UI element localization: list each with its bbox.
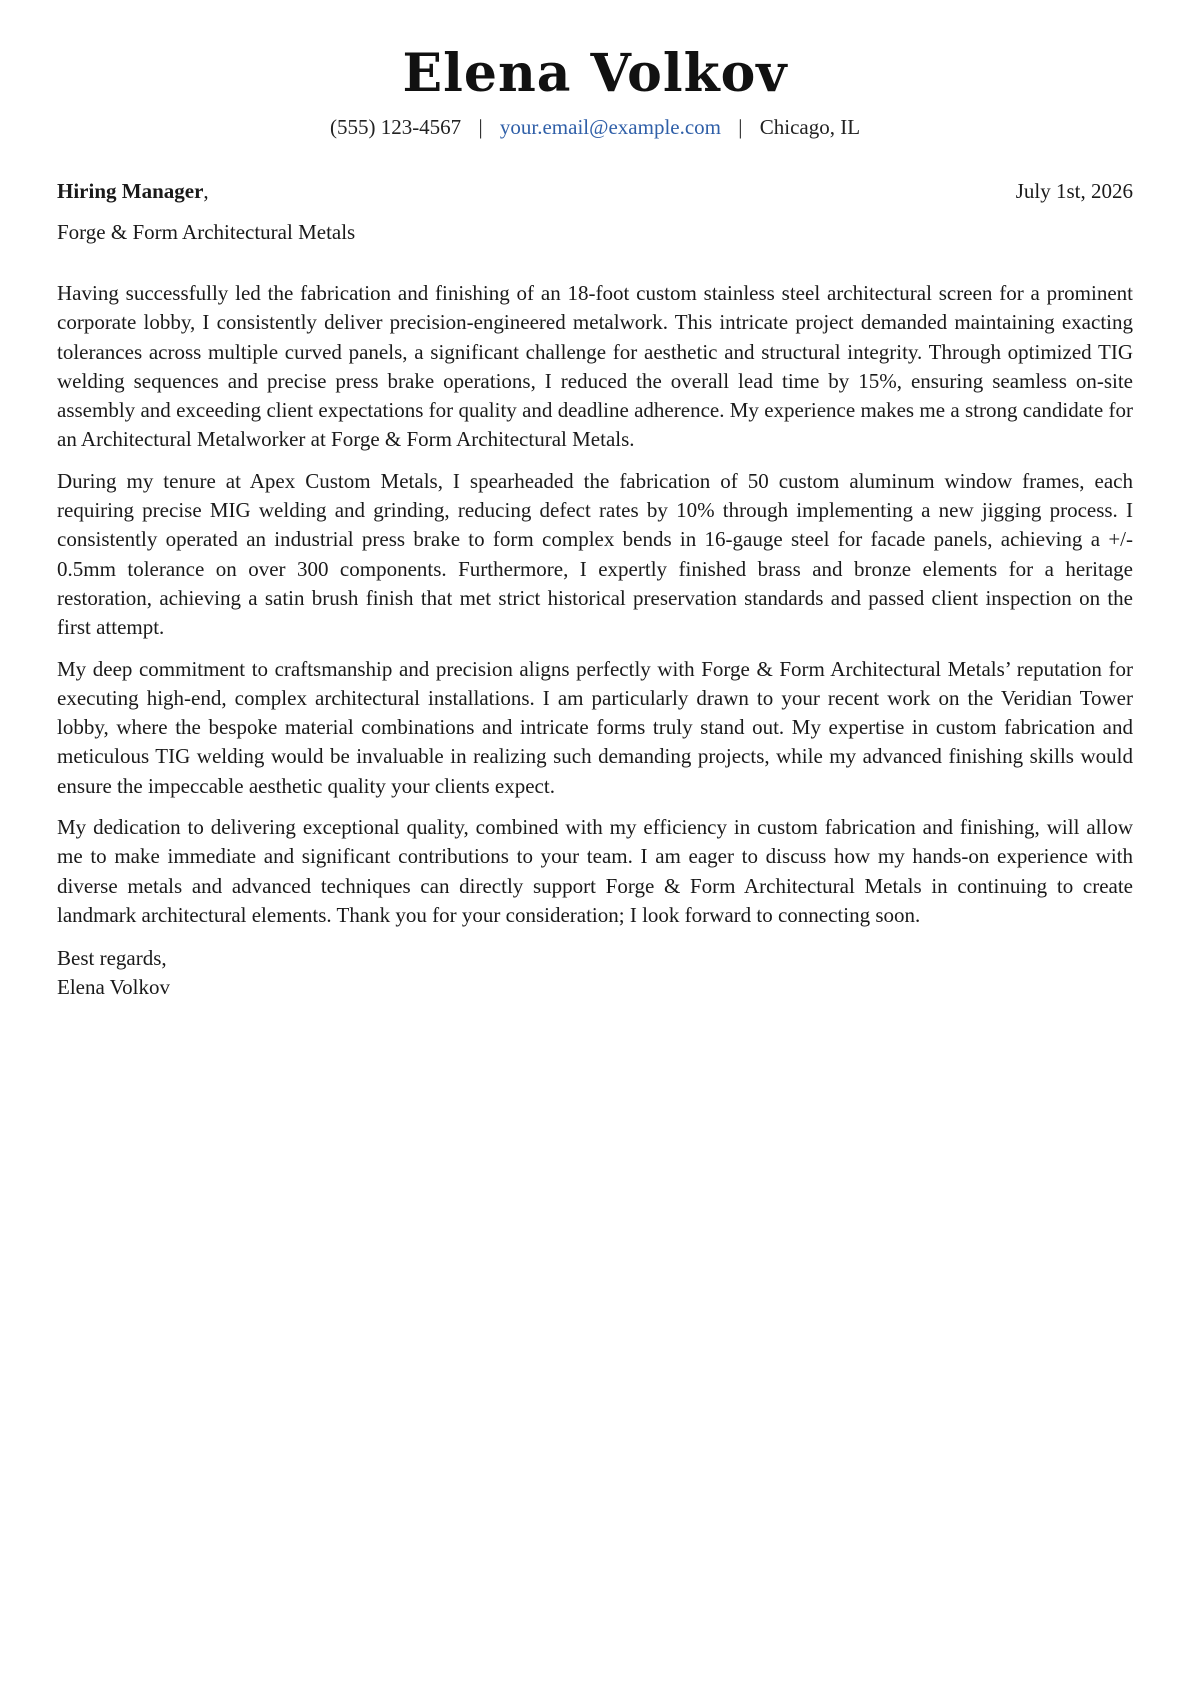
recipient-row bbox=[57, 178, 1133, 204]
body-paragraph: My dedication to delivering exceptional quality, combined with my efficiency in custom fabrication and finishing, will allow me to make immediate and significant contributions to your team. I am eager to discuss how my hands-on experience with diverse metals and advanced techniques can directly support Forge & Form Architectural Metals in continuing to create landmark architectural elements. Thank you for your consideration; I look forward to connecting soon. bbox=[57, 815, 1133, 927]
salutation-comma: , bbox=[203, 179, 209, 203]
recipient-title: Hiring Manager bbox=[57, 179, 204, 203]
letter-body bbox=[57, 279, 1133, 930]
signature-name: Elena Volkov bbox=[57, 975, 170, 1000]
applicant-name: Elena Volkov bbox=[402, 43, 788, 104]
closing bbox=[57, 944, 1133, 1002]
body-paragraph: Having successfully led the fabrication and finishing of an 18-foot custom stainless steel architectural screen for a prominent corporate lobby, I consistently deliver precision-engineered metalwork. This intricate project demanded maintaining exacting tolerances across multiple curved panels, a significant challenge for aesthetic and structural integrity. Through optimized TIG welding sequences and precise press brake operations, I reduced the overall lead time by 15%, ensuring seamless on-site assembly and exceeding client expectations for quality and deadline adherence. My experience makes me a strong candidate for an Architectural Metalworker at Forge & Form Architectural Metals. bbox=[57, 281, 1133, 452]
email-link[interactable]: your.email@example.com bbox=[499, 115, 722, 139]
salutation bbox=[57, 178, 209, 204]
contact-separator: | bbox=[738, 115, 743, 139]
body-paragraph: My deep commitment to craftsmanship and precision aligns perfectly with Forge & Form Architectural Metals’ reputation for executing high-end, complex architectural installations. I am particularly drawn to your recent work on the Veridian Tower lobby, where the bespoke material combinations and intricate forms truly stand out. My expertise in custom fabrication and meticulous TIG welding would be invaluable in realizing such demanding projects, while my advanced finishing skills would ensure the impeccable aesthetic quality your clients expect. bbox=[57, 656, 1133, 798]
contact-separator: | bbox=[478, 115, 483, 139]
contact-line bbox=[57, 114, 1133, 140]
recipient-company: Forge & Form Architectural Metals bbox=[57, 220, 356, 244]
body-paragraph: During my tenure at Apex Custom Metals, I spearheaded the fabrication of 50 custom aluminum window frames, each requiring precise MIG welding and grinding, reducing defect rates by 10% through implementing a new jigging process. I consistently operated an industrial press brake to form complex bends in 16-gauge steel for facade panels, achieving a +/- 0.5mm tolerance on over 300 components. Furthermore, I expertly finished brass and bronze elements for a heritage restoration, achieving a satin brush finish that met strict historical preservation standards and passed client inspection on the first attempt. bbox=[57, 468, 1133, 640]
letter-date: July 1st, 2026 bbox=[1015, 179, 1133, 203]
phone-number: (555) 123-4567 bbox=[329, 115, 462, 139]
valediction: Best regards, bbox=[57, 946, 167, 971]
location: Chicago, IL bbox=[759, 115, 861, 139]
